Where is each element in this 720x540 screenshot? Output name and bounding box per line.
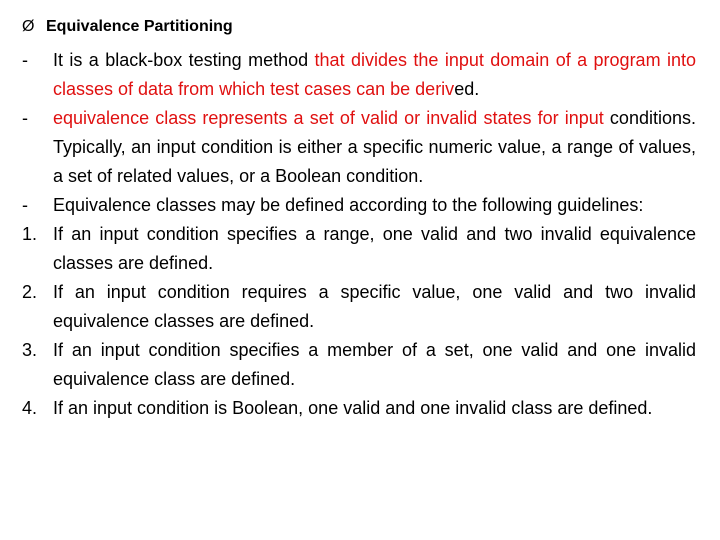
item-highlight-text: equivalence class represents a set of valid or invalid states for input (53, 108, 604, 128)
list-item (22, 336, 696, 394)
item-marker: 4. (22, 398, 38, 418)
list-item (22, 104, 696, 191)
list-item (22, 191, 696, 220)
item-text: If an input condition requires a specific value, one valid and two invalid equivalence classes are defined. (53, 282, 696, 331)
arrow-bullet-icon: Ø (22, 18, 35, 35)
item-marker: - (22, 195, 28, 215)
item-marker: 1. (22, 224, 38, 244)
item-text-end: ed. (454, 79, 480, 99)
item-text: If an input condition is Boolean, one valid and one invalid class are defined. (53, 398, 653, 418)
heading-title: Equivalence Partitioning (46, 18, 233, 35)
list-item (22, 278, 696, 336)
item-text-end: conditions. Typically, an input condition is either a specific numeric value, a range of values, a set of related values, or a Boolean condition. (53, 108, 696, 186)
item-text: If an input condition specifies a range, one valid and two invalid equivalence classes are defined. (53, 224, 696, 273)
list-item (22, 46, 696, 104)
item-marker: - (22, 108, 28, 128)
item-highlight-text: that divides the input domain of a program into classes of data from which test cases can be deriv (53, 50, 696, 99)
section-heading (22, 16, 233, 38)
item-text: Equivalence classes may be defined according to the following guidelines: (53, 195, 644, 215)
item-marker: - (22, 50, 28, 70)
content-list (22, 46, 696, 423)
item-text: It is a black-box testing method (53, 50, 315, 70)
item-marker: 3. (22, 340, 38, 360)
item-marker: 2. (22, 282, 38, 302)
list-item (22, 220, 696, 278)
item-text: If an input condition specifies a member of a set, one valid and one invalid equivalence class are defined. (53, 340, 696, 389)
list-item (22, 394, 696, 423)
